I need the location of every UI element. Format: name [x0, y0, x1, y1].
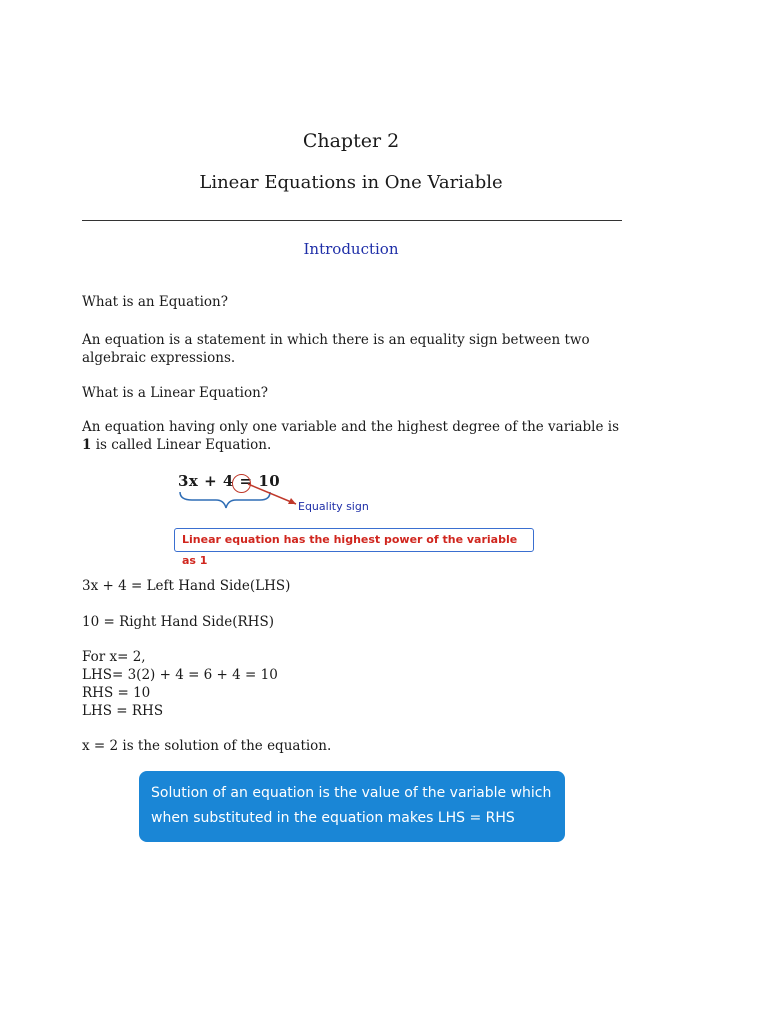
brace-and-arrow-graphic [170, 470, 310, 530]
brace-icon [180, 492, 270, 508]
divider [82, 220, 622, 221]
rhs-definition: 10 = Right Hand Side(RHS) [82, 614, 274, 630]
equation-expression: 3x + 4 = 10 [178, 472, 281, 490]
example-rhs-calc: RHS = 10 [82, 685, 151, 701]
answer-linear-line2 [82, 436, 622, 454]
example-for-x: For x= 2, [82, 649, 146, 665]
answer-equation-line1: An equation is a statement in which there is an equality sign between two [82, 332, 590, 348]
answer-linear-line2-rest: is called Linear Equation. [91, 437, 272, 453]
answer-equation [82, 331, 622, 367]
chapter-title: Linear Equations in One Variable [199, 172, 503, 193]
solution-callout [139, 771, 565, 842]
example-lhs-calc: LHS= 3(2) + 4 = 6 + 4 = 10 [82, 667, 278, 683]
answer-linear-line1: An equation having only one variable and the highest degree of the variable is [82, 419, 620, 435]
linear-definition-box: Linear equation has the highest power of the variable as 1 [174, 528, 534, 552]
equality-sign-label: Equality sign [298, 500, 369, 513]
answer-linear [82, 418, 622, 454]
arrow-line [248, 484, 296, 504]
section-heading: Introduction [303, 240, 399, 258]
question-linear: What is a Linear Equation? [82, 385, 269, 401]
degree-one: 1 [82, 437, 92, 453]
solution-statement: x = 2 is the solution of the equation. [82, 738, 332, 754]
callout-line1: Solution of an equation is the value of the variable which [151, 785, 552, 801]
lhs-definition: 3x + 4 = Left Hand Side(LHS) [82, 578, 291, 594]
worked-example [82, 648, 622, 720]
question-equation: What is an Equation? [82, 294, 228, 310]
example-lhs-eq-rhs: LHS = RHS [82, 703, 164, 719]
callout-line2: when substituted in the equation makes LHS = RHS [151, 810, 515, 826]
chapter-heading: Chapter 2 [302, 130, 400, 152]
answer-equation-line2: algebraic expressions. [82, 350, 236, 366]
